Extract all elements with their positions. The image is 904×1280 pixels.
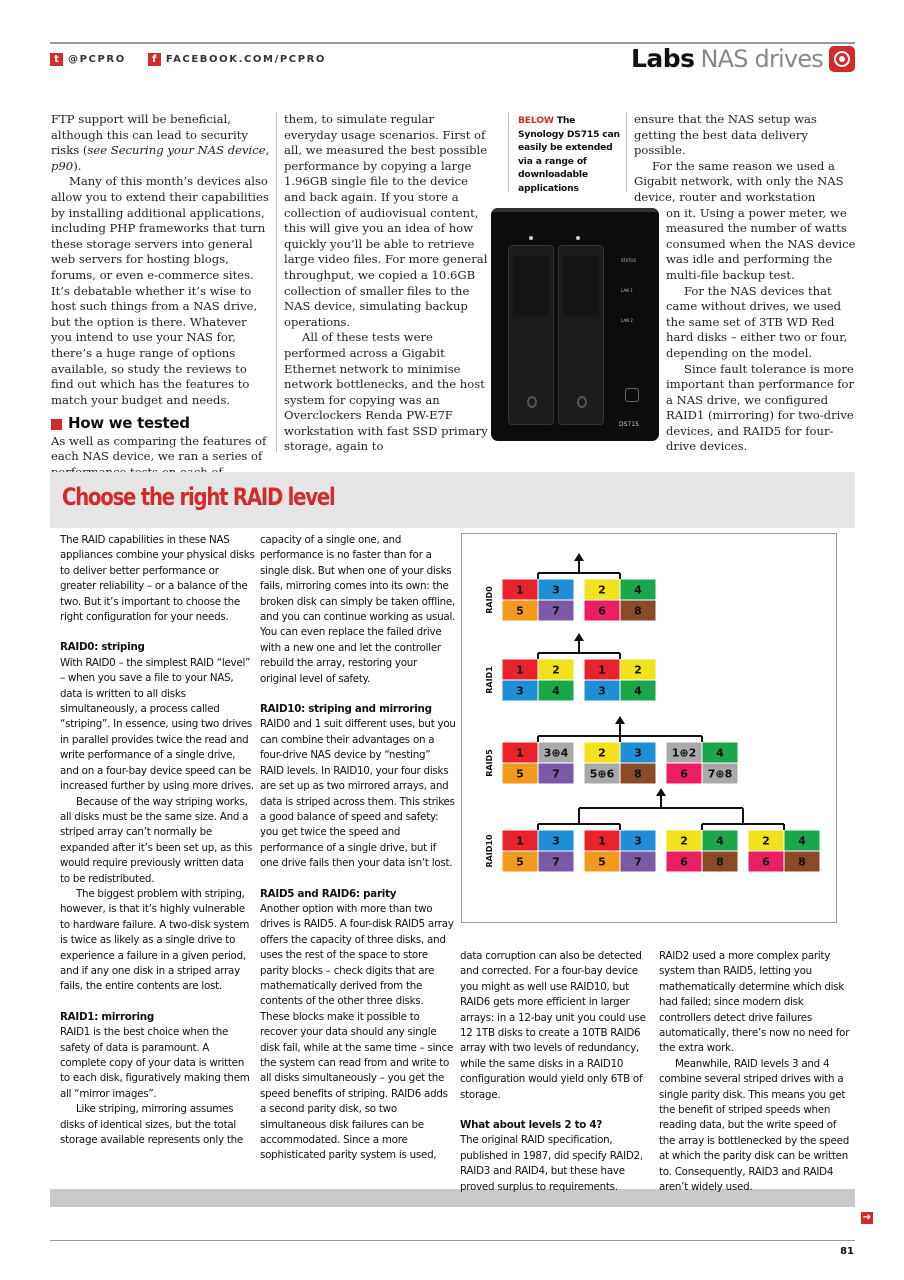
disk-block-label: 3 [516,684,524,698]
box-paragraph: capacity of a single one, and performance is no faster than for a single disk. But when one of your disks fails, mirroring comes into its own: the broken disk can simply be taken offline, and you can continue working as usual. You can even replace the failed drive with a new one and let the controller rebuild the array, restoring your original level of safety. [260,534,456,685]
disk-block-label: 1 [516,834,524,848]
box-column-1 [60,533,256,1148]
disk-block-label: 4 [552,684,560,698]
box-paragraph: RAID1 is the best choice when the safety of data is paramount. A complete copy of your data is written to each disk, figuratively making them all “mirror images”. [60,1026,250,1100]
box-paragraph: Another option with more than two drives is RAID5. A four-disk RAID5 array offers the capacity of three disks, and uses the rest of the space to store parity blocks – check digits that are mathematically derived from the contents of the other three disks. These blocks make it possible to recover your data should any single disk fail, while at the same time – since the system can read from and write to all disks simultaneously – you get the speed benefits of striping. RAID6 adds a second parity disk, so two simultaneous disk failures can be accommodated. Since a more sophisticated parity system is used, [260,902,454,1162]
disk-block-label: 3 [598,684,606,698]
disk-block-label: 2 [552,663,560,677]
disk-block-label: 1 [516,746,524,760]
disk-block-label: 1 [516,583,524,597]
social-links [50,53,326,66]
raid-diagram-svg [462,534,836,922]
drive-bay-2 [558,245,604,425]
box-paragraph: RAID0 and 1 suit different uses, but you can combine their advantages on a four-drive NAS device by “nesting” RAID levels. In RAID10, your four disks are set up as two mirrored arrays, and data is striped across them. This strikes a good balance of speed and safety: you get twice the speed and performance of a single drive, but if one drive fails then your data isn’t lost. [260,718,456,870]
raid-level-label: RAID1 [485,666,494,694]
box-column-4 [659,949,855,1196]
footer-rule [50,1240,855,1241]
box-subheading: RAID5 and RAID6: parity [260,887,397,900]
box-paragraph: RAID2 used a more complex parity system than RAID5, letting you mathematically determine which disk had failed; since modern disk controllers detect drive failures automatically, there’s now no need for the extra work. [659,950,850,1055]
disk-block-label: 3 [634,834,642,848]
column-divider [508,112,509,192]
disk-block-label: 2 [634,663,642,677]
box-paragraph: Like striping, mirroring assumes disks of identical sizes, but the total storage available represents only the [60,1103,243,1147]
caption-label: BELOW [518,115,554,126]
box-column-3 [460,949,652,1195]
raid-level-label: RAID10 [485,834,494,868]
disk-block-label: 7 [634,855,642,869]
disk-block-label: 7 [552,855,560,869]
box-column-2 [260,533,456,1164]
box-paragraph: data corruption can also be detected and corrected. For a four-bay device you might as well use RAID10, but RAID6 gets more efficient in larger arrays: in a 12-bay unit you could use 12 1TB disks to create a 10TB RAID6 array with two levels of redundancy, while the same disks in a RAID10 configuration would yield only 6TB of storage. [460,950,646,1101]
subheading-how-we-tested: How we tested [51,416,271,432]
disk-block-label: 2 [598,746,606,760]
disk-block-label: 4 [634,583,642,597]
section-light: NAS drives [700,44,823,73]
arrow-head-icon [574,633,584,641]
disk-block-label: 8 [634,604,642,618]
disk-block-label: 3 [552,834,560,848]
disk-block-label: 5 [516,855,524,869]
disk-block-label: 7 [552,604,560,618]
twitter-handle[interactable]: @PCPRO [68,54,126,65]
disk-block-label: 1⊕2 [671,746,697,760]
arrow-head-icon [574,553,584,561]
led-label: STATUS [621,258,637,263]
image-caption [518,114,620,195]
raid-diagram [461,533,837,923]
article-paragraph: For the NAS devices that came without drives, we used the same set of 3TB WD Red hard disks – either two or four, depending on the model. [666,283,848,360]
disk-block-label: 4 [716,746,724,760]
raid-level-label: RAID5 [485,749,494,777]
disk-block-label: 3⊕4 [543,746,569,760]
raid-level-label: RAID0 [485,586,494,614]
facebook-link[interactable]: FACEBOOK.COM/PCPRO [165,54,327,65]
led-label: LAN 1 [621,288,633,293]
twitter-icon[interactable]: t [50,53,63,66]
arrow-head-icon [656,788,666,796]
arrow-head-icon [615,716,625,724]
box-paragraph: The original RAID specification, published in 1987, did specify RAID2, RAID3 and RAID4, but these have proved surplus to requirements. [460,1134,643,1193]
next-arrow-icon: ➔ [862,1212,872,1223]
disk-block-label: 6 [762,855,770,869]
disk-block-label: 7 [552,767,560,781]
disk-block-label: 8 [798,855,806,869]
box-paragraph: Meanwhile, RAID levels 3 and 4 combine several striped drives with a single parity disk. This means you get the benefit of striped speeds when reading data, but the write speed of the array is bottlenecked by the speed at which the parity disk can be written to. Consequently, RAID3 and RAID4 aren’t widely used. [659,1057,849,1194]
disk-block-label: 2 [598,583,606,597]
disk-block-label: 6 [598,604,606,618]
disk-block-label: 6 [680,855,688,869]
cross-reference: see Securing your NAS device, p90 [51,143,270,173]
lock-icon [527,396,537,408]
facebook-icon[interactable]: f [148,53,161,66]
box-paragraph: The biggest problem with striping, however, is that it’s highly vulnerable to hardware failure. A two-disk system is twice as likely as a single drive to experience a failure in a given period, and if any one disk in a striped array fails, the entire contents are lost. [60,887,250,993]
article-column-1 [51,112,271,481]
disk-block-label: 7⊕8 [707,767,733,781]
article-column-2 [284,112,489,455]
pcpro-logo-icon [829,46,855,72]
article-paragraph: them, to simulate regular everyday usage scenarios. First of all, we measured the best possible performance by copying a large 1.96GB single file to the device and back again. If you store a collection of audiovisual content, this will give you an idea of how quickly you’ll be able to retrieve large video files. For more general throughput, we copied a 10.6GB collection of smaller files to the NAS device, simulating backup operations. [284,112,488,329]
article-paragraph: As well as comparing the features of each NAS device, we ran a series of [51,433,267,464]
disk-block-label: 1 [598,663,606,677]
disk-block-label: 1 [598,834,606,848]
disk-block-label: 4 [716,834,724,848]
article-paragraph: ensure that the NAS setup was getting the best data delivery possible. [634,112,817,158]
box-subheading: RAID0: striping [60,641,145,654]
disk-block-label: 5⊕6 [589,767,615,781]
box-subheading: RAID1: mirroring [60,1010,154,1023]
wrapped-text [634,206,856,456]
red-square-icon [51,419,62,430]
box-subheading: What about levels 2 to 4? [460,1119,603,1132]
disk-block-label: 5 [516,767,524,781]
disk-block-label: 1 [516,663,524,677]
box-paragraph: Because of the way striping works, all disks must be the same size. And a striped array can’t normally be expanded after it’s been set up, as this would require previously written data to be redistributed. [60,795,253,885]
box-title: Choose the right RAID level [62,483,335,511]
box-paragraph: With RAID0 – the simplest RAID “level” – when you save a file to your NAS, data is written to all disks simultaneously, a process called “striping”. In essence, using two drives in parallel provides twice the read and write performance of a single drive, and on a four-bay device speed can be increased further by using more drives. [60,656,254,793]
disk-block-label: 4 [798,834,806,848]
disk-block-label: 8 [716,855,724,869]
article-paragraph: For the same reason we used a Gigabit network, with only the NAS device, router and workstation [634,158,844,204]
disk-block-label: 6 [680,767,688,781]
section-bold: Labs [630,44,695,73]
article-column-4 [634,112,856,455]
article-paragraph: Many of this month’s devices also allow you to extend their capabilities by installing additional applications, including PHP frameworks that turn these storage servers into general web servers for hosting blogs, forums, or even e-commerce sites. It’s debatable whether it’s wise to host such things from a NAS drive, but the option is there. Whatever you intend to use your NAS for, there’s a huge range of options available, so study the reviews to find out which has the features to match your budget and needs. [51,174,269,407]
disk-block-label: 5 [516,604,524,618]
disk-block-label: 3 [634,746,642,760]
disk-block-label: 2 [680,834,688,848]
box-paragraph: The RAID capabilities in these NAS appliances combine your physical disks to deliver better performance or greater reliability – or a balance of the two. But it’s important to choose the right configuration for your needs. [60,534,255,624]
page-number: 81 [840,1246,854,1257]
article-paragraph: All of these tests were performed across a Gigabit Ethernet network to minimise network bottlenecks, and the host system for copying was an Overclockers Renda PW-E7F workstation with fast SSD primary storage, again to [284,330,488,454]
caption-text: The Synology DS715 can easily be extended via a range of downloadable applications [518,115,620,194]
page-header [50,44,855,78]
disk-block-label: 5 [598,855,606,869]
disk-block-label: 2 [762,834,770,848]
article-paragraph: FTP support will be beneficial, although this can lead to security risks (see Securing your NAS device, p90). [51,112,270,173]
drive-bay-1 [508,245,554,425]
article-paragraph: on it. Using a power meter, we measured the number of watts consumed when the NAS device was idle and performing the multi-file backup test. [666,205,856,282]
column-divider [626,112,627,192]
lock-icon [577,396,587,408]
article-paragraph: Since fault tolerance is more important than performance for a NAS drive, we configured RAID1 (mirroring) for two-drive devices, and RAID5 for four-drive devices. [666,361,855,454]
column-divider [276,112,277,452]
disk-block-label: 8 [634,767,642,781]
model-label: DS715 [619,421,639,428]
disk-block-label: 4 [634,684,642,698]
led-label: LAN 2 [621,318,633,323]
box-subheading: RAID10: striping and mirroring [260,703,432,716]
section-label [631,44,855,73]
disk-block-label: 3 [552,583,560,597]
